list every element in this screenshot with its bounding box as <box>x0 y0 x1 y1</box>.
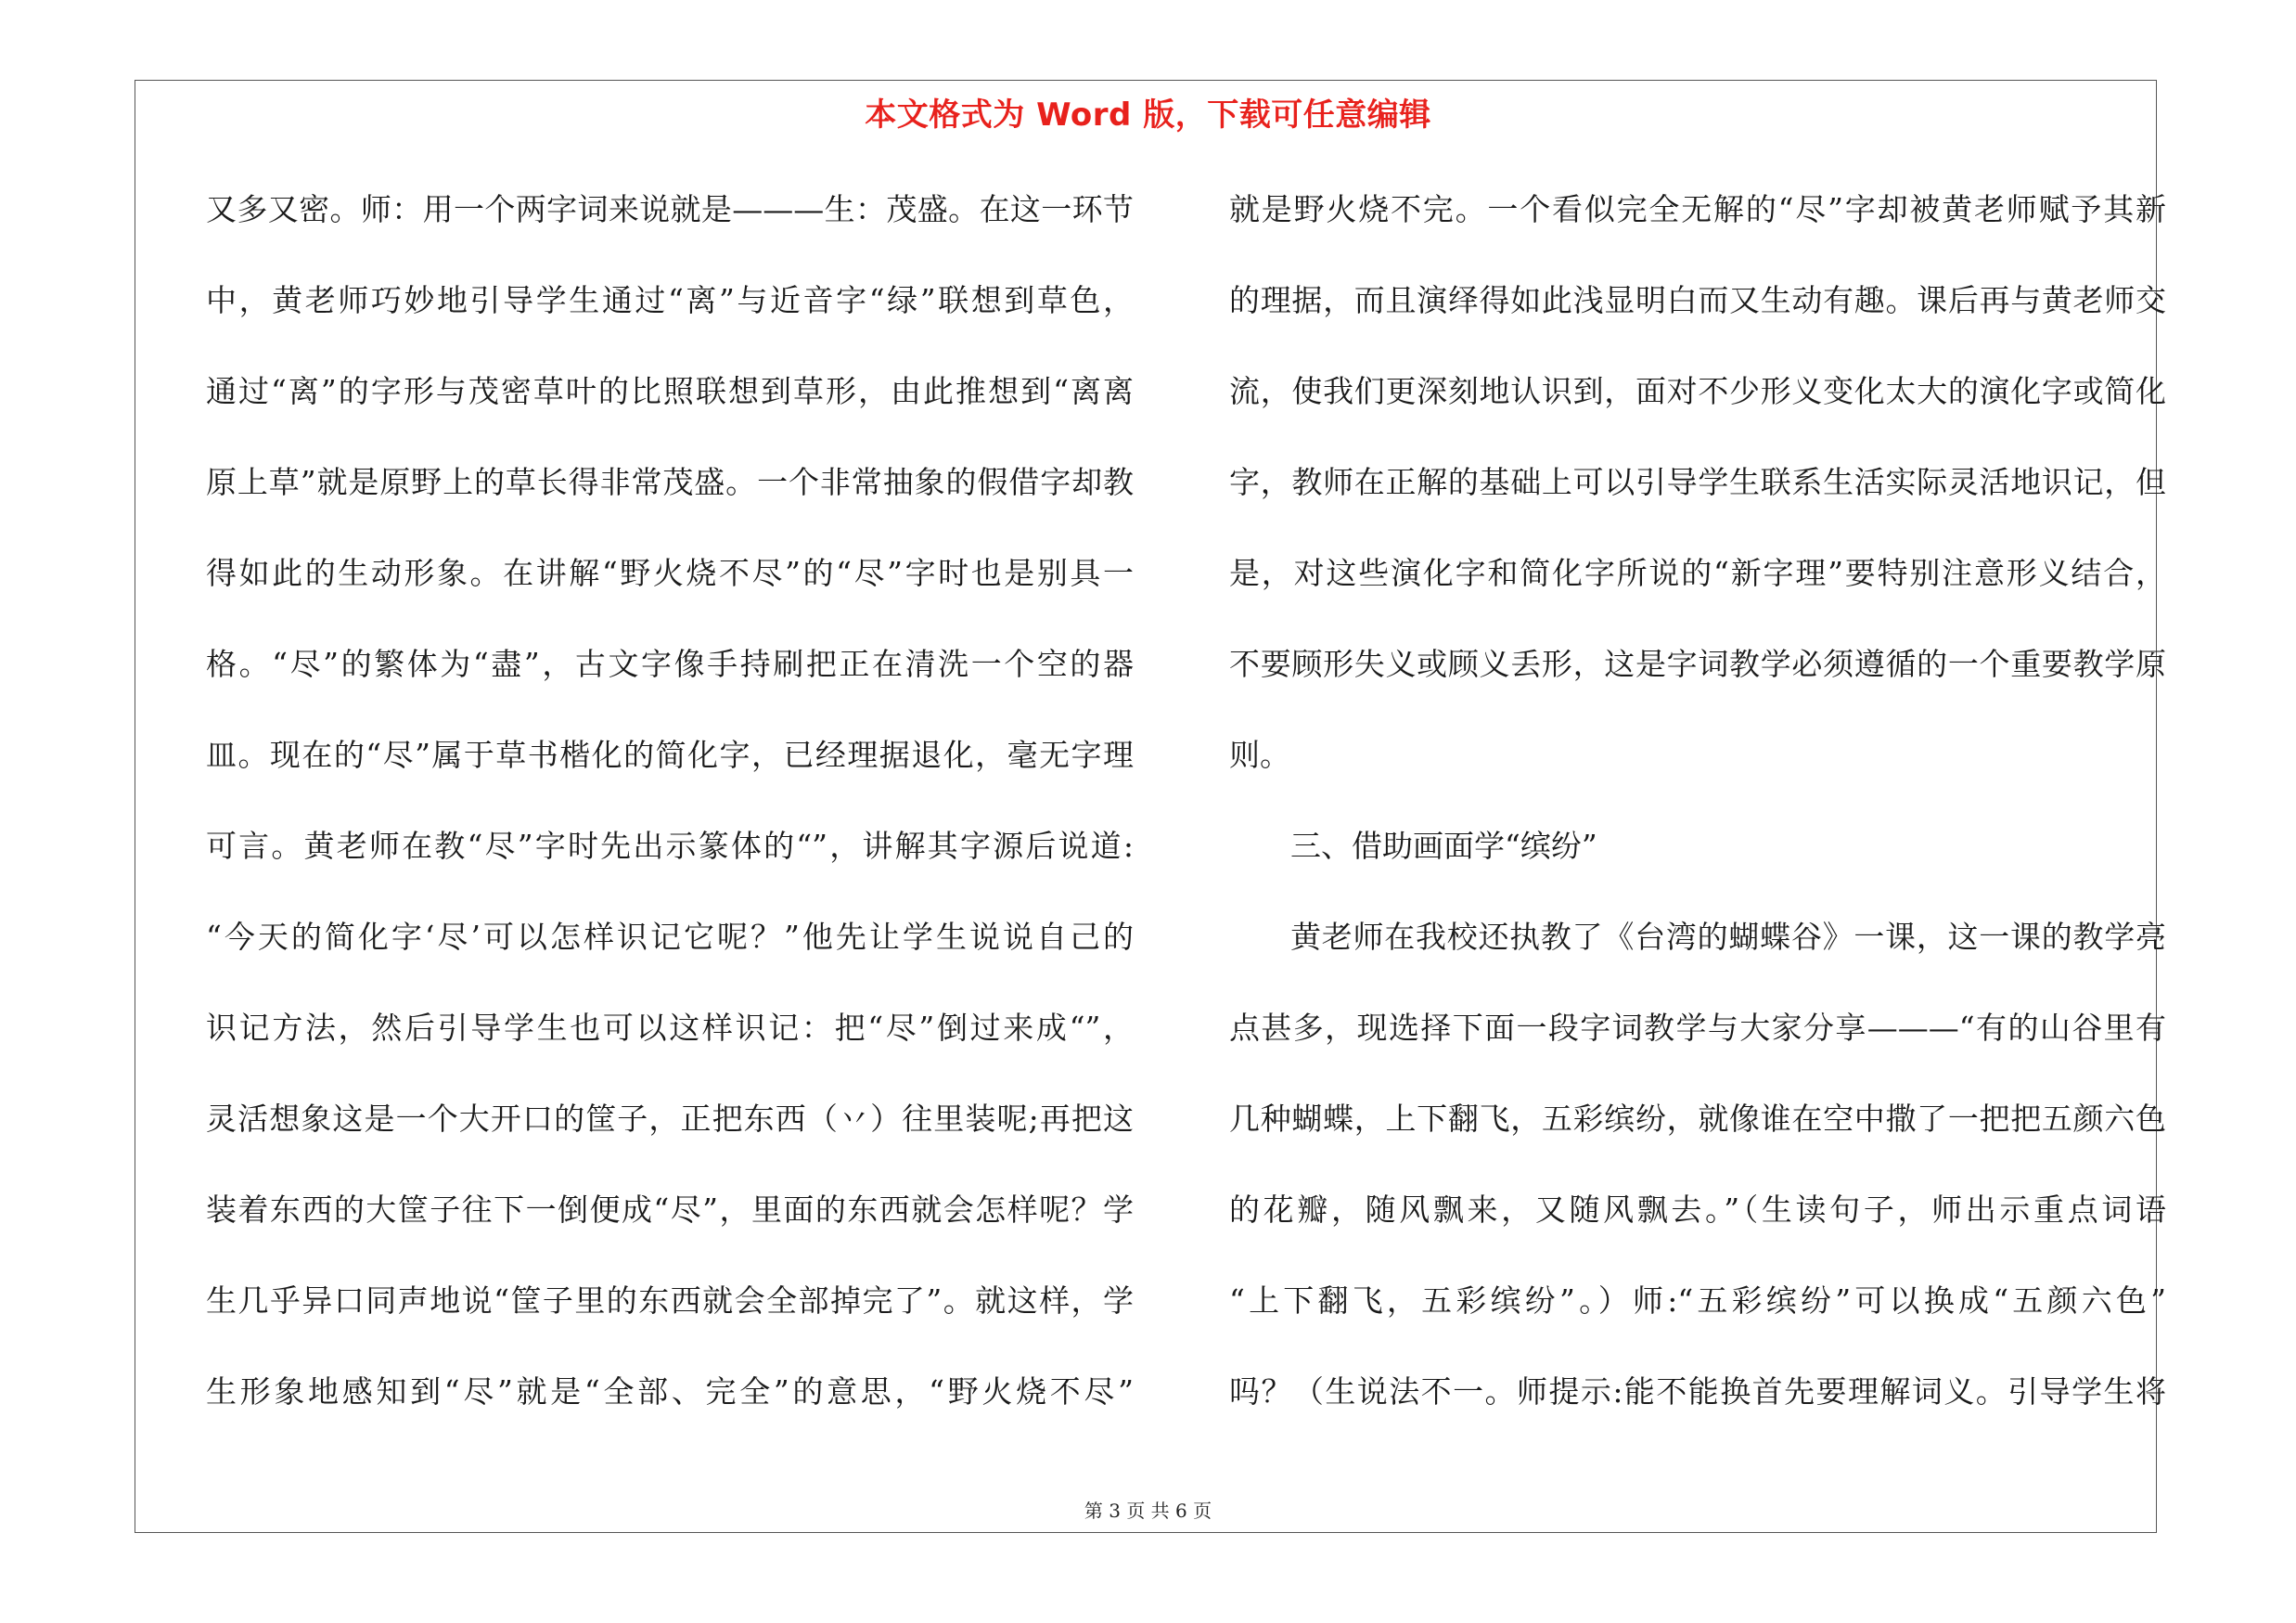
text-line: 是，对这些演化字和简化字所说的“新字理”要特别注意形义结合， <box>1229 555 2166 591</box>
text-line: 灵活想象这是一个大开口的筐子，正把东西（丷）往里装呢;再把这 <box>206 1101 1134 1137</box>
text-line: 则。 <box>1229 737 1290 773</box>
text-line: 得如此的生动形象。在讲解“野火烧不尽”的“尽”字时也是别具一 <box>206 555 1134 591</box>
text-line: 不要顾形失义或顾义丢形，这是字词教学必须遵循的一个重要教学原 <box>1229 646 2166 682</box>
paragraph-first-line: 黄老师在我校还执教了《台湾的蝴蝶谷》一课，这一课的教学亮 <box>1290 919 2166 955</box>
text-line: 可言。黄老师在教“尽”字时先出示篆体的“”，讲解其字源后说道: <box>206 828 1134 864</box>
text-line: 就是野火烧不完。一个看似完全无解的“尽”字却被黄老师赋予其新 <box>1229 191 2166 227</box>
text-line: “今天的简化字‘尽’可以怎样识记它呢？”他先让学生说说自己的 <box>206 919 1134 955</box>
section-heading: 三、借助画面学“缤纷” <box>1290 828 1597 864</box>
text-line: 字，教师在正解的基础上可以引导学生联系生活实际灵活地识记，但 <box>1229 464 2166 500</box>
text-line: 格。“尽”的繁体为“盡”，古文字像手持刷把正在清洗一个空的器 <box>206 646 1134 682</box>
text-line: 流，使我们更深刻地认识到，面对不少形义变化太大的演化字或简化 <box>1229 373 2166 409</box>
text-line: 的花瓣，随风飘来，又随风飘去。”（生读句子，师出示重点词语 <box>1229 1191 2166 1228</box>
text-line: 识记方法，然后引导学生也可以这样识记：把“尽”倒过来成“”， <box>206 1010 1134 1046</box>
page-number: 第 3 页 共 6 页 <box>1084 1500 1212 1522</box>
text-line: 中，黄老师巧妙地引导学生通过“离”与近音字“绿”联想到草色， <box>206 282 1134 318</box>
text-line: 几种蝴蝶，上下翻飞，五彩缤纷，就像谁在空中撒了一把把五颜六色 <box>1229 1101 2166 1137</box>
text-line: 生几乎异口同声地说“筐子里的东西就会全部掉完了”。就这样，学 <box>206 1282 1134 1319</box>
text-line: 的理据，而且演绎得如此浅显明白而又生动有趣。课后再与黄老师交 <box>1229 282 2166 318</box>
text-line: “上下翻飞，五彩缤纷”。）师:“五彩缤纷”可以换成“五颜六色” <box>1229 1282 2166 1319</box>
text-line: 吗？（生说法不一。师提示:能不能换首先要理解词义。引导学生将 <box>1229 1373 2166 1410</box>
header-banner: 本文格式为 Word 版，下载可任意编辑 <box>865 97 1431 134</box>
text-line: 生形象地感知到“尽”就是“全部、完全”的意思，“野火烧不尽” <box>206 1373 1134 1410</box>
text-line: 点甚多，现选择下面一段字词教学与大家分享———“有的山谷里有 <box>1229 1010 2166 1046</box>
text-line: 装着东西的大筐子往下一倒便成“尽”，里面的东西就会怎样呢？学 <box>206 1191 1134 1228</box>
text-line: 又多又密。师：用一个两字词来说就是———生：茂盛。在这一环节 <box>206 191 1134 227</box>
left-column <box>206 186 1134 1459</box>
right-column <box>1229 186 2166 1459</box>
text-line: 皿。现在的“尽”属于草书楷化的简化字，已经理据退化，毫无字理 <box>206 737 1134 773</box>
text-line: 通过“离”的字形与茂密草叶的比照联想到草形，由此推想到“离离 <box>206 373 1134 409</box>
text-line: 原上草”就是原野上的草长得非常茂盛。一个非常抽象的假借字却教 <box>206 464 1134 500</box>
